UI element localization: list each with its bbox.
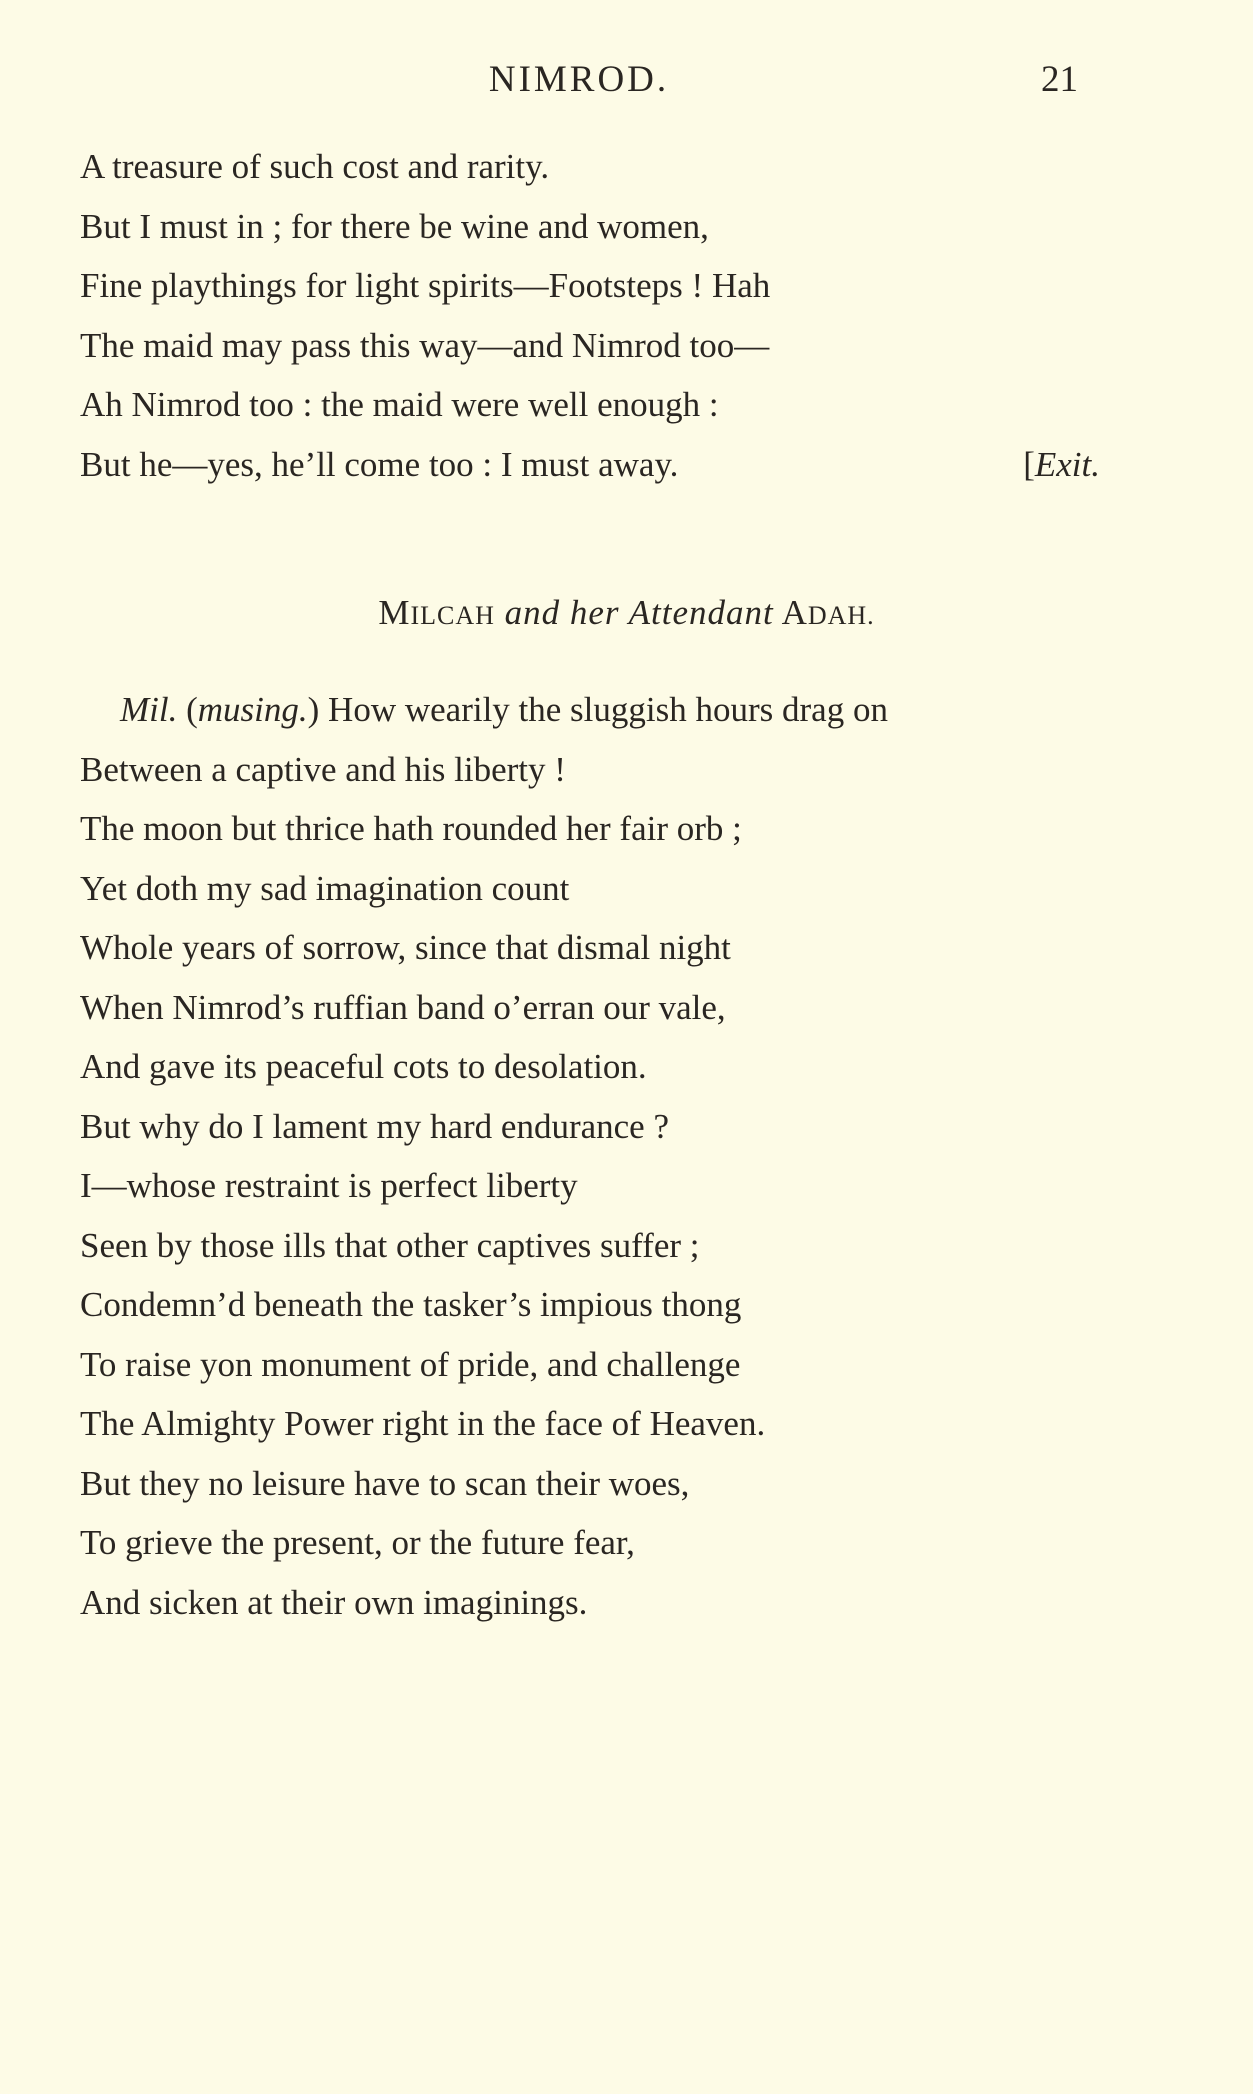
verse-line: To raise yon monument of pride, and challenge: [80, 1344, 741, 1384]
verse-line: Whole years of sorrow, since that dismal night: [80, 928, 731, 967]
character-name-initial: A: [781, 593, 808, 632]
page-number: 21: [1041, 59, 1078, 100]
speech-first-line: [80, 680, 1100, 740]
scene-connector: and her Attendant: [504, 593, 774, 632]
verse-line: I—whose restraint is perfect liberty: [80, 1166, 578, 1205]
verse-line: The Almighty Power right in the face of Heaven.: [80, 1404, 766, 1443]
top-passage: [80, 137, 1100, 494]
verse-line: But they no leisure have to scan their woes,: [80, 1463, 690, 1503]
speaker-name: Mil.: [120, 690, 178, 729]
verse-line: A treasure of such cost and rarity.: [80, 147, 550, 186]
character-name-initial: M: [378, 593, 411, 632]
character-name-rest: ILCAH: [410, 601, 495, 630]
verse-line: To grieve the present, or the future fear,: [80, 1523, 635, 1562]
verse-line: Yet doth my sad imagination count: [80, 868, 570, 908]
running-title: NIMROD.: [488, 59, 670, 100]
verse-line: Between a captive and his liberty !: [80, 749, 566, 789]
verse-line-with-exit: [80, 435, 1100, 495]
verse-line: When Nimrod’s ruffian band o’erran our vale,: [80, 987, 726, 1027]
verse-line: Fine playthings for light spirits—Footsteps ! Hah: [80, 266, 771, 305]
exit-word: Exit.: [1034, 444, 1100, 484]
verse-line: The maid may pass this way—and Nimrod too—: [80, 325, 770, 365]
direction-open: (: [186, 690, 198, 729]
verse-line: Ah Nimrod too : the maid were well enough :: [80, 385, 719, 424]
scene-heading: [0, 593, 1253, 633]
verse-line: And gave its peaceful cots to desolation.: [80, 1047, 647, 1086]
verse-line: But why do I lament my hard endurance ?: [80, 1106, 669, 1146]
stage-direction: musing.: [197, 690, 308, 729]
direction-close: ): [307, 690, 320, 729]
speech-first-line-text: How wearily the sluggish hours drag on: [328, 690, 888, 729]
exit-bracket: [: [1023, 444, 1035, 484]
verse-line: Condemn’d beneath the tasker’s impious thong: [80, 1285, 742, 1324]
verse-line: And sicken at their own imaginings.: [80, 1582, 588, 1622]
verse-line: Seen by those ills that other captives suffer ;: [80, 1225, 700, 1265]
verse-line: But I must in ; for there be wine and women,: [80, 206, 709, 246]
character-name-rest: DAH.: [807, 601, 875, 630]
verse-line: The moon but thrice hath rounded her fair orb ;: [80, 809, 742, 848]
speech: [80, 680, 1100, 1632]
running-head: [80, 58, 1078, 108]
exit-direction: [1023, 435, 1100, 495]
verse-line-text: But he—yes, he’ll come too : I must away.: [80, 444, 679, 484]
